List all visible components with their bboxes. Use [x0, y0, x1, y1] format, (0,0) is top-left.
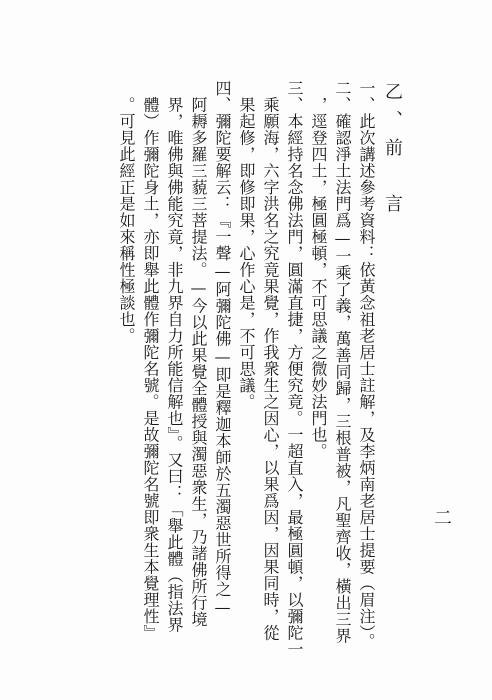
text-column-9: 界，唯佛與佛能究竟，非九界自力所能信解也』。又曰：「舉此體（指法界 [165, 80, 184, 633]
text-column-11: 。可見此經正是如來稱性極談也。 [117, 80, 136, 344]
text-column-1: 一、此次講述參考資料：依黃念祖老居士註解，及李炳南老居士提要（眉注）。 [357, 80, 376, 650]
text-column-6: 果起修，即修即果，心作心是，不可思議。 [237, 80, 256, 410]
text-column-3: ，逕登四土，極圓極頓，不可思議之微妙法門也。 [309, 80, 328, 460]
text-column-8: 阿耨多羅三藐三菩提法。—今以此果覺全體授與濁惡衆生，乃諸佛所行境 [189, 80, 208, 628]
text-column-4: 三、本經持名念佛法門，圓滿直捷，方便究竟。一超直入，最極圓頓，以彌陀一 [285, 80, 304, 658]
page-number: 二 [431, 508, 452, 526]
text-column-10: 體）作彌陀身土，亦即舉此體作彌陀名號。是故彌陀名號即衆生本覺理性』 [141, 80, 160, 641]
text-column-5: 乘願海，六字洪名之究竟果覺，作我衆生之因心，以果爲因，因果同時，從 [261, 80, 280, 641]
section-heading: 乙、前 言 [382, 82, 403, 222]
text-column-2: 二、確認淨土法門爲—一乘了義，萬善同歸，三根普被，凡聖齊收，橫出三界 [333, 80, 352, 644]
text-column-7: 四、彌陀要解云：『一聲—阿彌陀佛—即是釋迦本師於五濁惡世所得之— [213, 80, 232, 617]
